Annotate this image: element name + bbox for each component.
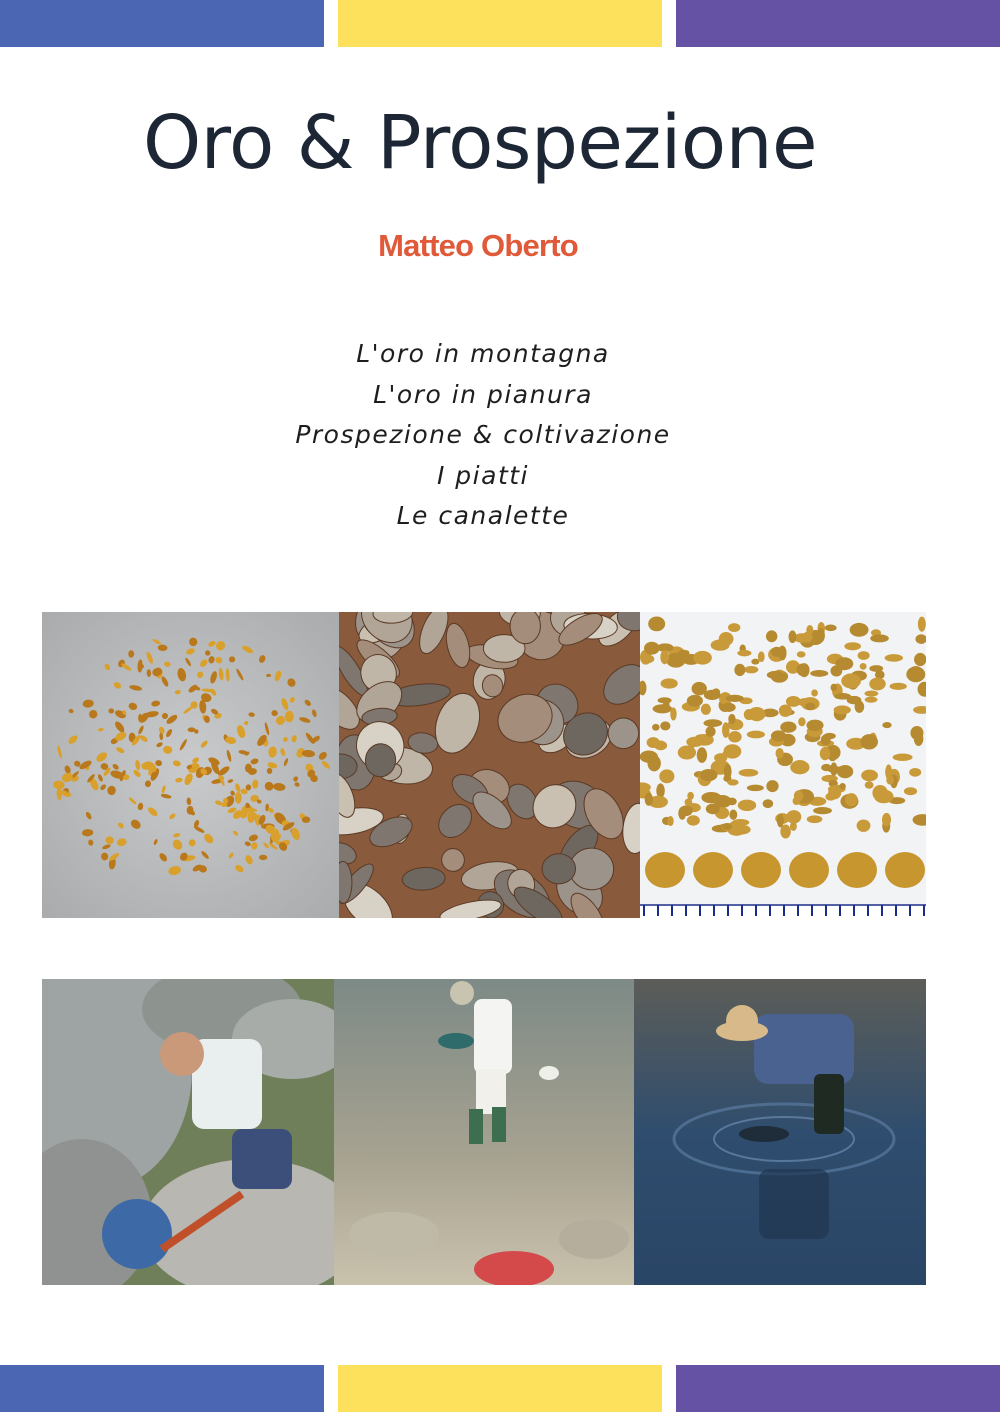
bottom-bar-blue bbox=[0, 1365, 324, 1412]
photo-gold-nuggets bbox=[42, 612, 339, 918]
bottom-bar-purple bbox=[676, 1365, 1000, 1412]
topic-item: I piatti bbox=[436, 460, 529, 490]
photo-panning-deep-water bbox=[634, 979, 926, 1285]
author-name: Matteo Oberto bbox=[378, 228, 578, 263]
topic-item: Prospezione & coltivazione bbox=[295, 420, 671, 449]
topic-item: Le canalette bbox=[396, 501, 570, 530]
book-title: Oro & Prospezione bbox=[142, 100, 818, 186]
topic-list bbox=[0, 334, 966, 537]
top-bar-purple bbox=[676, 0, 1000, 47]
bottom-bar-yellow bbox=[338, 1365, 662, 1412]
photo-river-pebbles bbox=[339, 612, 640, 918]
topic-item: L'oro in montagna bbox=[356, 339, 610, 368]
photo-panning-river bbox=[334, 979, 634, 1285]
top-bar-blue bbox=[0, 0, 324, 47]
photo-prospector-rocks bbox=[42, 979, 334, 1285]
topic-item: L'oro in pianura bbox=[373, 379, 593, 409]
top-bar-yellow bbox=[338, 0, 662, 47]
photo-gold-flakes-scale bbox=[640, 612, 926, 918]
